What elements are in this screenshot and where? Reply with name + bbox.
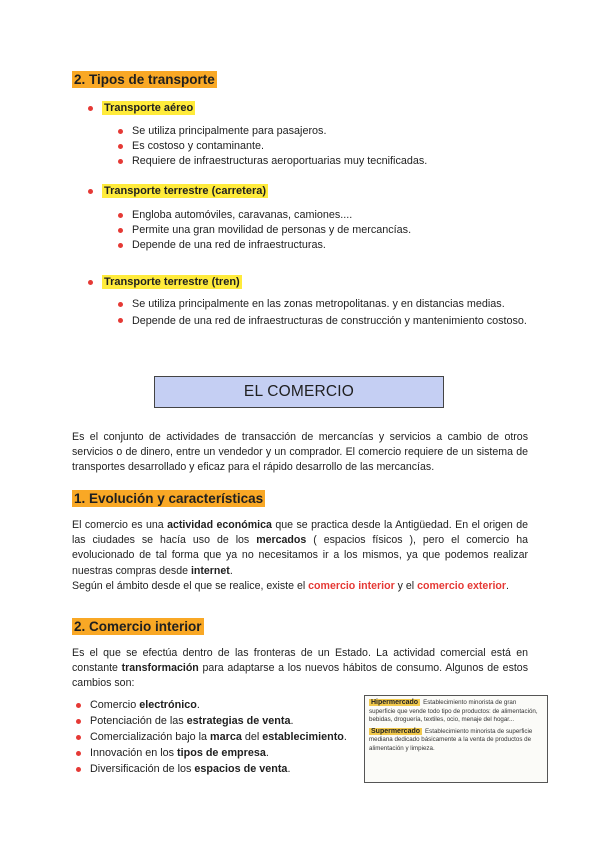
bullet-icon — [118, 213, 123, 218]
bullet-icon — [88, 106, 93, 111]
bullet-icon — [76, 735, 81, 740]
list-item: Comercio electrónico. — [76, 698, 361, 712]
definition-supermercado: Supermercado Establecimiento minorista de superficie mediana dedicado básicamente a la venta de productos de alimentación y limpieza. — [369, 727, 533, 752]
definition-hipermercado: Hipermercado Establecimiento minorista de gran superficie que vende todo tipo de productos: de alimentación, bebidas, droguería, textiles, ocio, menaje del hogar... — [369, 699, 538, 724]
bullet-icon — [118, 144, 123, 149]
bullet-icon — [118, 129, 123, 134]
bullet-icon — [118, 243, 123, 248]
list-item: Requiere de infraestructuras aeroportuarias muy tecnificadas. — [118, 154, 538, 168]
list-item: Engloba automóviles, caravanas, camiones.... — [118, 208, 538, 222]
definitions-box — [364, 695, 548, 783]
section-title-comercio: EL COMERCIO — [154, 376, 444, 408]
transport-group-road: Transporte terrestre (carretera) — [88, 184, 268, 198]
evolucion-paragraph: El comercio es una actividad económica que se practica desde la Antigüedad. En el origen de las ciudades se hacía uso de los mercados ( espacios físicos ), pero el comercio ha evolucionado de tal forma que ya no necesitamos ir a los mismos, ya que podemos realizar nuestras compras desde internet. — [72, 519, 529, 577]
list-item: Potenciación de las estrategias de venta. — [76, 714, 361, 728]
evolucion-heading: 1. Evolución y características — [74, 491, 264, 506]
list-item: Permite una gran movilidad de personas y de mercancías. — [118, 223, 538, 237]
list-item: Se utiliza principalmente en las zonas metropolitanas. y en distancias medias. — [118, 297, 530, 311]
bullet-icon — [76, 703, 81, 708]
bullet-icon — [88, 280, 93, 285]
bullet-icon — [118, 302, 123, 307]
list-item: Comercialización bajo la marca del establecimiento. — [76, 730, 361, 744]
bullet-icon — [76, 719, 81, 724]
transport-heading: 2. Tipos de transporte — [74, 72, 215, 87]
list-item: Innovación en los tipos de empresa. — [76, 746, 361, 760]
list-item: Es costoso y contaminante. — [118, 139, 538, 153]
comercio-intro: Es el conjunto de actividades de transacción de mercancías y servicios a cambio de otros servicios o de dinero, entre un vendedor y un comprador. El comercio requiere de un sistema de transportes desarrollado y eficaz para el rápido desarrollo de las mercancías. — [72, 431, 528, 474]
bullet-icon — [76, 751, 81, 756]
list-item: Diversificación de los espacios de venta. — [76, 762, 361, 776]
bullet-icon — [76, 767, 81, 772]
bullet-icon — [118, 159, 123, 164]
list-item: Depende de una red de infraestructuras. — [118, 238, 538, 252]
interior-paragraph: Es el que se efectúa dentro de las fronteras de un Estado. La actividad comercial está en constante transformación para adaptarse a los nuevos hábitos de consumo. Algunos de estos cambios son: — [72, 647, 528, 690]
transport-group-train: Transporte terrestre (tren) — [88, 275, 242, 289]
interior-heading: 2. Comercio interior — [74, 619, 202, 634]
list-item: Depende de una red de infraestructuras de construcción y mantenimiento costoso. — [118, 313, 530, 329]
bullet-icon — [88, 189, 93, 194]
ambito-paragraph: Según el ámbito desde el que se realice, existe el comercio interior y el comercio exterior. — [72, 580, 509, 592]
list-item: Se utiliza principalmente para pasajeros. — [118, 124, 538, 138]
bullet-icon — [118, 228, 123, 233]
bullet-icon — [118, 318, 123, 323]
transport-group-air: Transporte aéreo — [88, 101, 195, 115]
